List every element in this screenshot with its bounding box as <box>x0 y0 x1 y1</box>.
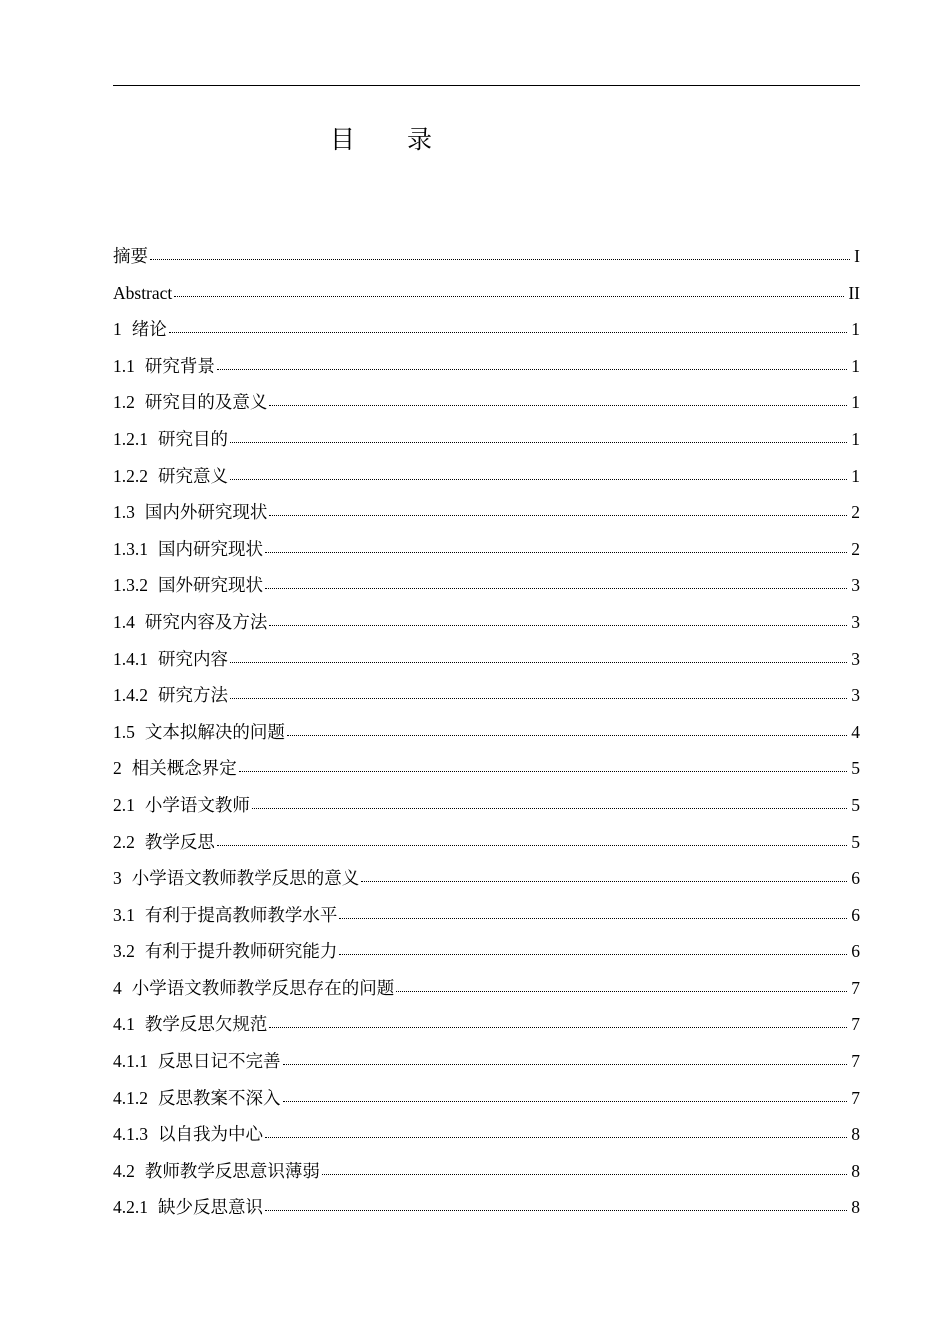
dot-leader <box>265 1210 847 1211</box>
toc-entry-page-number: 8 <box>851 1197 860 1218</box>
toc-entry-title: 教学反思欠规范 <box>144 1014 268 1035</box>
toc-entry[interactable] <box>113 458 860 495</box>
dot-leader <box>230 698 847 699</box>
toc-entry[interactable] <box>113 567 860 604</box>
toc-entry-page-number: 5 <box>851 758 860 779</box>
toc-entry-title: 小学语文教师 <box>144 794 250 815</box>
toc-entry[interactable] <box>113 1080 860 1117</box>
toc-entry-page-number: 1 <box>851 319 860 340</box>
dot-leader <box>322 1174 847 1175</box>
toc-title: 目 录 <box>330 125 454 154</box>
toc-entry-page-number: 2 <box>851 502 860 523</box>
toc-entry-page-number: 4 <box>851 721 860 742</box>
toc-entry-title: 有利于提升教师研究能力 <box>144 941 338 962</box>
toc-entry-title: 小学语文教师教学反思的意义 <box>131 868 360 889</box>
toc-entry-page-number: 5 <box>851 794 860 815</box>
dot-leader <box>269 515 847 516</box>
toc-entry-page-number: 2 <box>851 538 860 559</box>
toc-entry[interactable] <box>113 1153 860 1190</box>
dot-leader <box>396 991 847 992</box>
toc-entry-title: 反思教案不深入 <box>158 1087 281 1108</box>
dot-leader <box>230 662 847 663</box>
toc-entry-title: 国外研究现状 <box>158 575 263 596</box>
toc-entry-title: 相关概念界定 <box>131 758 237 779</box>
toc-entry-title: 研究内容及方法 <box>144 611 268 632</box>
toc-entry-page-number: 6 <box>851 868 860 889</box>
toc-entry-page-number: 1 <box>851 428 860 449</box>
dot-leader <box>169 332 848 333</box>
toc-entry-title: 文本拟解决的问题 <box>144 721 285 742</box>
toc-entry[interactable] <box>113 494 860 531</box>
toc-entry-title: 研究背景 <box>144 355 215 376</box>
dot-leader <box>150 259 850 260</box>
toc-entry-page-number: 5 <box>851 831 860 852</box>
toc-entry-title: 小学语文教师教学反思存在的问题 <box>131 977 395 998</box>
toc-entry-page-number: 1 <box>851 392 860 413</box>
toc-entry[interactable] <box>113 275 860 312</box>
toc-entry-number: 4.1.3 <box>113 1124 148 1145</box>
toc-entry-number: 1.3.1 <box>113 538 148 559</box>
toc-entry-page-number: 3 <box>851 648 860 669</box>
dot-leader <box>217 845 847 846</box>
toc-entry[interactable] <box>113 421 860 458</box>
toc-entry[interactable] <box>113 897 860 934</box>
toc-entry-page-number: II <box>848 282 860 303</box>
toc-entry[interactable] <box>113 348 860 385</box>
toc-entry-page-number: 3 <box>851 611 860 632</box>
toc-entry-page-number: 3 <box>851 685 860 706</box>
dot-leader <box>265 588 847 589</box>
dot-leader <box>230 479 847 480</box>
dot-leader <box>265 552 847 553</box>
toc-entry[interactable] <box>113 641 860 678</box>
toc-entry-number: 3.2 <box>113 941 135 962</box>
toc-entry[interactable] <box>113 787 860 824</box>
toc-entry-title: 国内研究现状 <box>158 538 263 559</box>
toc-entry-page-number: 6 <box>851 941 860 962</box>
toc-entry-title: 国内外研究现状 <box>144 502 268 523</box>
toc-entry-title: 缺少反思意识 <box>158 1197 263 1218</box>
toc-entry-number: 4.2 <box>113 1160 135 1181</box>
toc-entry-title: 研究目的及意义 <box>144 392 268 413</box>
toc-entry[interactable] <box>113 933 860 970</box>
toc-entry-number: 1.1 <box>113 355 135 376</box>
toc-entry[interactable] <box>113 1006 860 1043</box>
dot-leader <box>265 1137 847 1138</box>
toc-entry-number: 3.1 <box>113 904 135 925</box>
dot-leader <box>339 954 847 955</box>
toc-entry-page-number: 7 <box>851 1051 860 1072</box>
toc-entry-number: 2 <box>113 758 122 779</box>
toc-entry-number: 3 <box>113 868 122 889</box>
dot-leader <box>217 369 847 370</box>
toc-entry[interactable] <box>113 384 860 421</box>
header-rule <box>113 85 860 86</box>
toc-entry-title: 反思日记不完善 <box>158 1051 281 1072</box>
toc-entry-title: 教师教学反思意识薄弱 <box>144 1160 320 1181</box>
toc-entry[interactable] <box>113 1189 860 1226</box>
toc-entry-number: 2.1 <box>113 794 135 815</box>
dot-leader <box>361 881 847 882</box>
toc-entry-number: 1.3.2 <box>113 575 148 596</box>
dot-leader <box>269 625 847 626</box>
toc-entry-page-number: 7 <box>851 1014 860 1035</box>
toc-entry[interactable] <box>113 1116 860 1153</box>
toc-entry[interactable] <box>113 970 860 1007</box>
dot-leader <box>287 735 847 736</box>
toc-entry-page-number: 6 <box>851 904 860 925</box>
toc-entry-number: 1.4.1 <box>113 648 148 669</box>
toc-entry-title: 研究意义 <box>158 465 228 486</box>
toc-entry-title: 研究目的 <box>158 428 228 449</box>
dot-leader <box>269 405 847 406</box>
toc-entry-page-number: 8 <box>851 1160 860 1181</box>
toc-entry[interactable] <box>113 238 860 275</box>
toc-entry[interactable] <box>113 1043 860 1080</box>
dot-leader <box>339 918 847 919</box>
toc-entry-page-number: 1 <box>851 465 860 486</box>
toc-entry-number: 1.4.2 <box>113 685 148 706</box>
dot-leader <box>239 771 848 772</box>
toc-entry[interactable] <box>113 750 860 787</box>
toc-entry-title: 以自我为中心 <box>158 1124 263 1145</box>
toc-entry-number: 1.2.2 <box>113 465 148 486</box>
toc-entry-title: 绪论 <box>131 319 167 340</box>
toc-list <box>113 238 860 1226</box>
toc-entry-page-number: 1 <box>851 355 860 376</box>
toc-entry-number: 1.5 <box>113 721 135 742</box>
toc-entry[interactable] <box>113 531 860 568</box>
toc-entry-number: 4.2.1 <box>113 1197 148 1218</box>
dot-leader <box>283 1064 848 1065</box>
toc-entry-page-number: 8 <box>851 1124 860 1145</box>
toc-entry-title: 摘要 <box>113 246 148 266</box>
toc-entry-number: 4 <box>113 977 122 998</box>
toc-entry-number: 1.4 <box>113 611 135 632</box>
toc-entry-number: 4.1.1 <box>113 1051 148 1072</box>
toc-entry[interactable] <box>113 860 860 897</box>
toc-entry-number: 1.2 <box>113 392 135 413</box>
dot-leader <box>269 1027 847 1028</box>
dot-leader <box>252 808 847 809</box>
toc-entry[interactable] <box>113 714 860 751</box>
toc-entry-number: 4.1.2 <box>113 1087 148 1108</box>
toc-entry-title: 研究方法 <box>158 685 228 706</box>
toc-entry-number: 4.1 <box>113 1014 135 1035</box>
toc-entry-page-number: I <box>854 246 860 266</box>
toc-entry[interactable] <box>113 824 860 861</box>
toc-entry-title: 研究内容 <box>158 648 228 669</box>
toc-entry-page-number: 3 <box>851 575 860 596</box>
toc-entry[interactable] <box>113 604 860 641</box>
toc-entry-number: 1 <box>113 319 122 340</box>
toc-entry-number: 1.2.1 <box>113 428 148 449</box>
toc-entry-page-number: 7 <box>851 977 860 998</box>
toc-entry-title: 教学反思 <box>144 831 215 852</box>
dot-leader <box>230 442 847 443</box>
dot-leader <box>283 1101 848 1102</box>
toc-entry-page-number: 7 <box>851 1087 860 1108</box>
toc-entry[interactable] <box>113 677 860 714</box>
toc-entry-title: 有利于提高教师教学水平 <box>144 904 338 925</box>
toc-entry-title: Abstract <box>113 282 173 303</box>
dot-leader <box>174 296 844 297</box>
toc-entry-number: 2.2 <box>113 831 135 852</box>
toc-entry[interactable] <box>113 311 860 348</box>
toc-entry-number: 1.3 <box>113 502 135 523</box>
